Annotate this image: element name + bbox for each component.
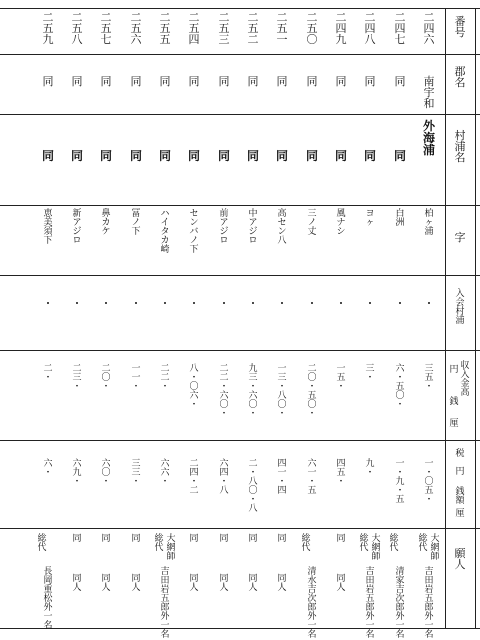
row-applicant-name: 同 人: [72, 574, 82, 593]
row-applicant-name: 同 人: [189, 574, 199, 593]
row-applicant-name: 同 人: [336, 574, 346, 593]
row-aza: 冨 ノ 下: [131, 209, 141, 237]
row-applicant-name: 清 家 吉 次 郎 外 一 名: [395, 567, 405, 640]
row-county: 同: [394, 75, 406, 88]
header-county: 郡 名: [454, 65, 466, 90]
rule-line: [0, 350, 480, 351]
row-applicant-name: 清 水 吉 次 郎 外 一 名: [307, 567, 317, 640]
row-tax: 六 ・: [43, 459, 53, 478]
row-county: 同: [42, 75, 54, 88]
row-county: 同: [364, 75, 376, 88]
row-income: 九 三 ・ 六 〇 ・: [248, 364, 258, 419]
row-aza: 白 洲: [395, 209, 405, 228]
row-joint: ・: [159, 297, 171, 310]
row-county: 同: [276, 75, 288, 88]
row-income: 一 一 ・: [131, 364, 141, 392]
rule-line: [0, 8, 480, 9]
row-income: 三 ・: [365, 364, 375, 383]
header-village: 村 浦 名: [454, 129, 466, 165]
header-tax-rin: 厘: [455, 509, 465, 519]
row-income: 二 ・: [43, 364, 53, 383]
row-number: 二 五 七: [100, 11, 112, 47]
column-rule: [445, 8, 446, 628]
row-applicant-role: 同: [277, 534, 287, 544]
row-tax: 六 〇 ・: [101, 459, 111, 487]
row-county: 同: [218, 75, 230, 88]
rule-line: [0, 440, 480, 441]
row-income: 一 三 ・ 八 〇 ・: [277, 364, 287, 419]
row-tax: 二 四 ・ 二: [189, 459, 199, 496]
row-tax: 九 ・: [365, 459, 375, 478]
header-tax-yen: 円: [455, 467, 465, 477]
row-joint: ・: [247, 297, 259, 310]
row-number: 二 五 二: [247, 11, 259, 47]
row-applicant-role: 同: [72, 534, 82, 544]
row-village: 同: [363, 149, 376, 163]
row-number: 二 五 五: [159, 11, 171, 47]
row-tax: 六 四 ・ 八: [219, 459, 229, 496]
row-applicant-name: 同 人: [131, 574, 141, 593]
row-village: 外 海 浦: [422, 119, 435, 158]
row-county: 同: [100, 75, 112, 88]
row-number: 二 五 九: [42, 11, 54, 47]
row-tax: 六 一 ・ 五: [307, 459, 317, 496]
row-joint: ・: [335, 297, 347, 310]
row-joint: ・: [423, 297, 435, 310]
header-income: 収 入 金 高: [460, 361, 470, 398]
row-joint: ・: [42, 297, 54, 310]
row-aza: 高 セ ン 八: [277, 209, 287, 246]
row-applicant-title: 大 網 師: [166, 534, 176, 562]
row-applicant-role: 同: [248, 534, 258, 544]
row-tax: 二 ・ 八 〇 ・ 八: [248, 459, 258, 514]
row-aza: 三 ノ 丈: [307, 209, 317, 237]
header-joint-village: 入 会 村 浦: [455, 289, 465, 326]
row-aza: ハ イ タ カ 崎: [160, 209, 170, 255]
rule-line: [0, 54, 480, 55]
rule-line: [0, 528, 480, 529]
row-aza: 風 ナ シ: [336, 209, 346, 237]
rule-line: [0, 114, 480, 115]
row-applicant-name: 同 人: [101, 574, 111, 593]
row-joint: ・: [394, 297, 406, 310]
rule-line: [0, 628, 480, 629]
row-number: 二 五 四: [188, 11, 200, 47]
row-village: 同: [217, 149, 230, 163]
row-village: 同: [334, 149, 347, 163]
row-applicant-role: 総 代: [418, 534, 428, 553]
row-joint: ・: [188, 297, 200, 310]
row-applicant-role: 同: [219, 534, 229, 544]
row-county: 同: [71, 75, 83, 88]
row-applicant-role: 同: [131, 534, 141, 544]
row-joint: ・: [100, 297, 112, 310]
row-village: 同: [129, 149, 142, 163]
row-applicant-name: 吉 田 岩 五 郎 外 一 名: [160, 567, 170, 640]
row-aza: セ ン バ ノ 下: [189, 209, 199, 255]
header-tax: 税: [455, 449, 465, 459]
row-number: 二 五 一: [276, 11, 288, 47]
row-joint: ・: [130, 297, 142, 310]
row-income: 二 二 ・: [160, 364, 170, 392]
row-tax: 六 六 ・: [160, 459, 170, 487]
row-applicant-role: 総 代: [301, 534, 311, 553]
row-applicant-role: 総 代: [389, 534, 399, 553]
row-applicant-name: 長 岡 重 松 外 一 名: [43, 567, 53, 631]
row-number: 二 五 八: [71, 11, 83, 47]
row-tax: 六 九 ・: [72, 459, 82, 487]
row-aza: 前 ア ジ ロ: [219, 209, 229, 246]
row-village: 同: [41, 149, 54, 163]
row-applicant-role: 同: [189, 534, 199, 544]
row-income: 一 五 ・: [336, 364, 346, 392]
row-income: 二 〇 ・: [101, 364, 111, 392]
row-village: 同: [158, 149, 171, 163]
row-joint: ・: [306, 297, 318, 310]
row-county: 同: [159, 75, 171, 88]
row-county: 同: [335, 75, 347, 88]
row-applicant-name: 同 人: [248, 574, 258, 593]
row-number: 二 四 六: [423, 11, 435, 47]
row-tax: 四 五 ・: [336, 459, 346, 487]
row-applicant-title: 大 網 師: [371, 534, 381, 562]
row-number: 二 四 七: [394, 11, 406, 47]
row-applicant-name: 同 人: [219, 574, 229, 593]
row-village: 同: [275, 149, 288, 163]
row-joint: ・: [276, 297, 288, 310]
header-aza: 字: [454, 231, 466, 244]
row-income: 二 二 ・ 六 〇 ・: [219, 364, 229, 419]
header-tax-sen: 銭 額: [455, 487, 465, 506]
row-tax: 一 ・ 〇 五 ・: [424, 459, 434, 505]
row-county: 同: [306, 75, 318, 88]
header-number: 番 号: [454, 15, 466, 40]
row-village: 同: [305, 149, 318, 163]
row-applicant-name: 同 人: [277, 574, 287, 593]
row-income: 二 三 ・: [72, 364, 82, 392]
header-income-yen: 円: [449, 365, 459, 375]
row-aza: 恵 美 須 下: [43, 209, 53, 246]
row-village: 同: [187, 149, 200, 163]
row-applicant-role: 同: [101, 534, 111, 544]
column-rule: [475, 8, 476, 628]
row-county: 南 宇 和: [423, 75, 435, 111]
row-aza: 柏 ヶ 浦: [424, 209, 434, 237]
row-number: 二 四 九: [335, 11, 347, 47]
row-tax: 四 一 ・ 四: [277, 459, 287, 496]
row-aza: 新 ア ジ ロ: [72, 209, 82, 246]
row-joint: ・: [71, 297, 83, 310]
row-village: 同: [99, 149, 112, 163]
row-number: 二 五 〇: [306, 11, 318, 47]
row-village: 同: [70, 149, 83, 163]
row-tax: 一 ・ 九 ・ 五: [395, 459, 405, 505]
row-applicant-role: 総 代: [154, 534, 164, 553]
row-aza: 鼻 カ ケ: [101, 209, 111, 237]
row-applicant-role: 同: [336, 534, 346, 544]
row-number: 二 五 六: [130, 11, 142, 47]
row-income: 三 五 ・: [424, 364, 434, 392]
row-aza: 中 ア ジ ロ: [248, 209, 258, 246]
rule-line: [0, 205, 480, 206]
row-county: 同: [188, 75, 200, 88]
row-aza: ヨ ヶ: [365, 209, 375, 228]
row-county: 同: [130, 75, 142, 88]
row-village: 同: [246, 149, 259, 163]
header-income-rin: 厘: [449, 419, 459, 429]
row-applicant-role: 総 代: [37, 534, 47, 553]
row-applicant-role: 総 代: [359, 534, 369, 553]
row-tax: 三 三 ・: [131, 459, 141, 487]
row-income: 八 ・ 〇 六 ・: [189, 364, 199, 410]
row-applicant-title: 大 網 師: [430, 534, 440, 562]
row-income: 六 ・ 五 〇 ・: [395, 364, 405, 410]
row-applicant-name: 吉 田 岩 五 郎 外 一 名: [424, 567, 434, 640]
row-county: 同: [247, 75, 259, 88]
row-village: 同: [393, 149, 406, 163]
row-income: 二 〇 ・ 五 〇 ・: [307, 364, 317, 419]
row-applicant-name: 吉 田 岩 五 郎 外 一 名: [365, 567, 375, 640]
row-number: 二 四 八: [364, 11, 376, 47]
header-applicant: 願 人: [454, 547, 466, 572]
row-joint: ・: [218, 297, 230, 310]
row-joint: ・: [364, 297, 376, 310]
row-number: 二 五 三: [218, 11, 230, 47]
header-income-sen: 銭: [449, 397, 459, 407]
rule-line: [0, 275, 480, 276]
